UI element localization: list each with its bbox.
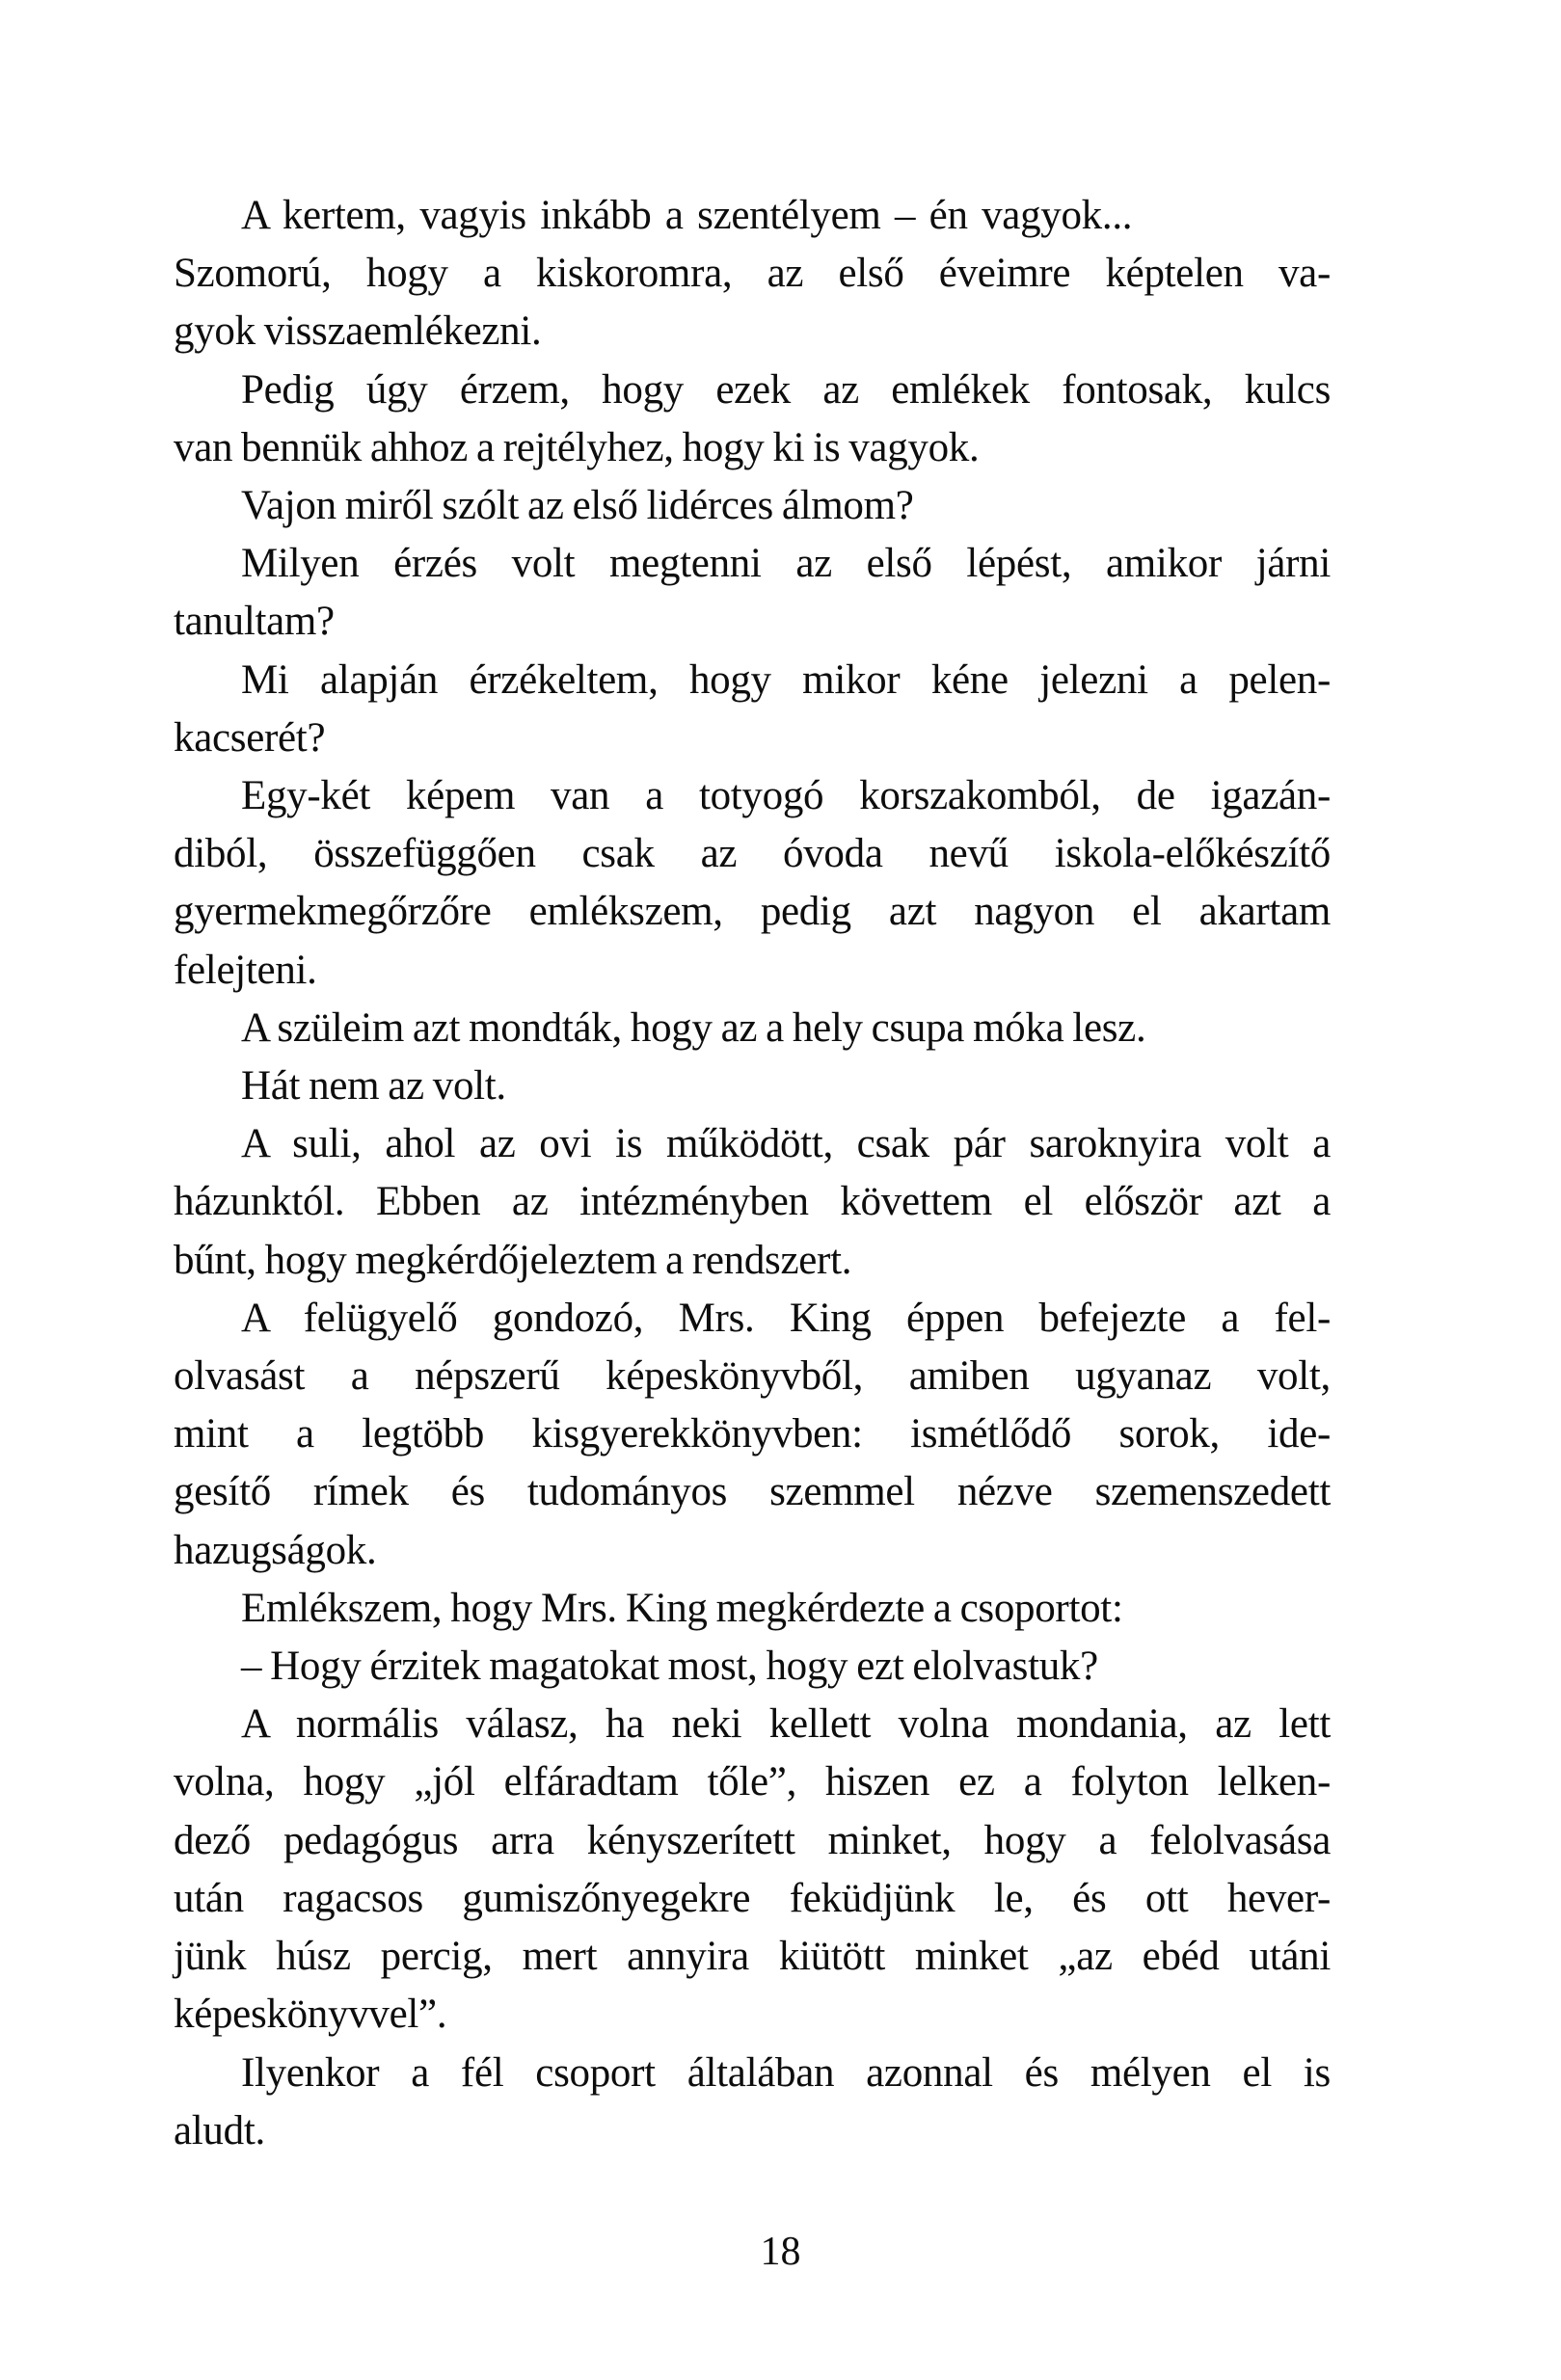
text-line: mint a legtöbb kisgyerekkönyvben: ismétlődő sorok, ide-	[174, 1411, 1331, 1457]
text-line: kacserét?	[174, 714, 326, 761]
text-line: Mi alapján érzékeltem, hogy mikor kéne jelezni a pelen-	[241, 656, 1331, 703]
text-line: Vajon miről szólt az első lidérces álmom?	[241, 483, 914, 529]
text-line: olvasást a népszerű képeskönyvből, amiben ugyanaz volt,	[174, 1353, 1331, 1400]
page-number: 18	[760, 2230, 801, 2274]
text-line: felejteni.	[174, 947, 317, 993]
text-line: Hát nem az volt.	[241, 1063, 506, 1110]
text-line: Ilyenkor a fél csoport általában azonnal és mélyen el is	[241, 2049, 1331, 2096]
text-line: bűnt, hogy megkérdőjeleztem a rendszert.	[174, 1237, 852, 1283]
text-line: képeskönyvvel”.	[174, 1992, 447, 2038]
text-line: volna, hogy „jól elfáradtam tőle”, hiszen ez a folyton lelken-	[174, 1759, 1331, 1805]
page-text	[174, 187, 1331, 2160]
text-line: gyermekmegőrzőre emlékszem, pedig azt nagyon el akartam	[174, 889, 1331, 935]
text-line: gyok visszaemlékezni.	[174, 308, 542, 355]
text-line: A kertem, vagyis inkább a szentélyem – én vagyok...	[241, 193, 1133, 238]
text-line: A felügyelő gondozó, Mrs. King éppen befejezte a fel-	[241, 1295, 1331, 1341]
text-line: jünk húsz percig, mert annyira kiütött minket „az ebéd utáni	[174, 1934, 1331, 1980]
text-line: Egy-két képem van a totyogó korszakomból, de igazán-	[241, 773, 1331, 819]
text-line: Milyen érzés volt megtenni az első lépést, amikor járni	[241, 541, 1331, 587]
text-line: aludt.	[174, 2107, 265, 2153]
text-line: A suli, ahol az ovi is működött, csak pár saroknyira volt a	[241, 1121, 1331, 1167]
text-line: diból, összefüggően csak az óvoda nevű iskola-előkészítő	[174, 831, 1331, 877]
text-line: Pedig úgy érzem, hogy ezek az emlékek fontosak, kulcs	[241, 366, 1331, 413]
text-line: A normális válasz, ha neki kellett volna mondania, az lett	[241, 1701, 1331, 1748]
text-line: gesítő rímek és tudományos szemmel nézve szemenszedett	[174, 1469, 1331, 1515]
text-line: – Hogy érzitek magatokat most, hogy ezt elolvastuk?	[241, 1644, 1098, 1690]
text-line: van bennük ahhoz a rejtélyhez, hogy ki is vagyok.	[174, 424, 980, 470]
text-line: hazugságok.	[174, 1527, 377, 1573]
text-line: dező pedagógus arra kényszerített minket, hogy a felolvasása	[174, 1817, 1331, 1863]
text-line: után ragacsos gumiszőnyegekre feküdjünk le, és ott hever-	[174, 1875, 1331, 1921]
text-line: házunktól. Ebben az intézményben követtem el először azt a	[174, 1179, 1331, 1225]
text-line: Emlékszem, hogy Mrs. King megkérdezte a csoportot:	[241, 1585, 1123, 1631]
text-line: A szüleim azt mondták, hogy az a hely csupa móka lesz.	[241, 1004, 1146, 1051]
text-line: Szomorú, hogy a kiskoromra, az első éveimre képtelen va-	[174, 251, 1331, 297]
text-line: tanultam?	[174, 599, 335, 645]
